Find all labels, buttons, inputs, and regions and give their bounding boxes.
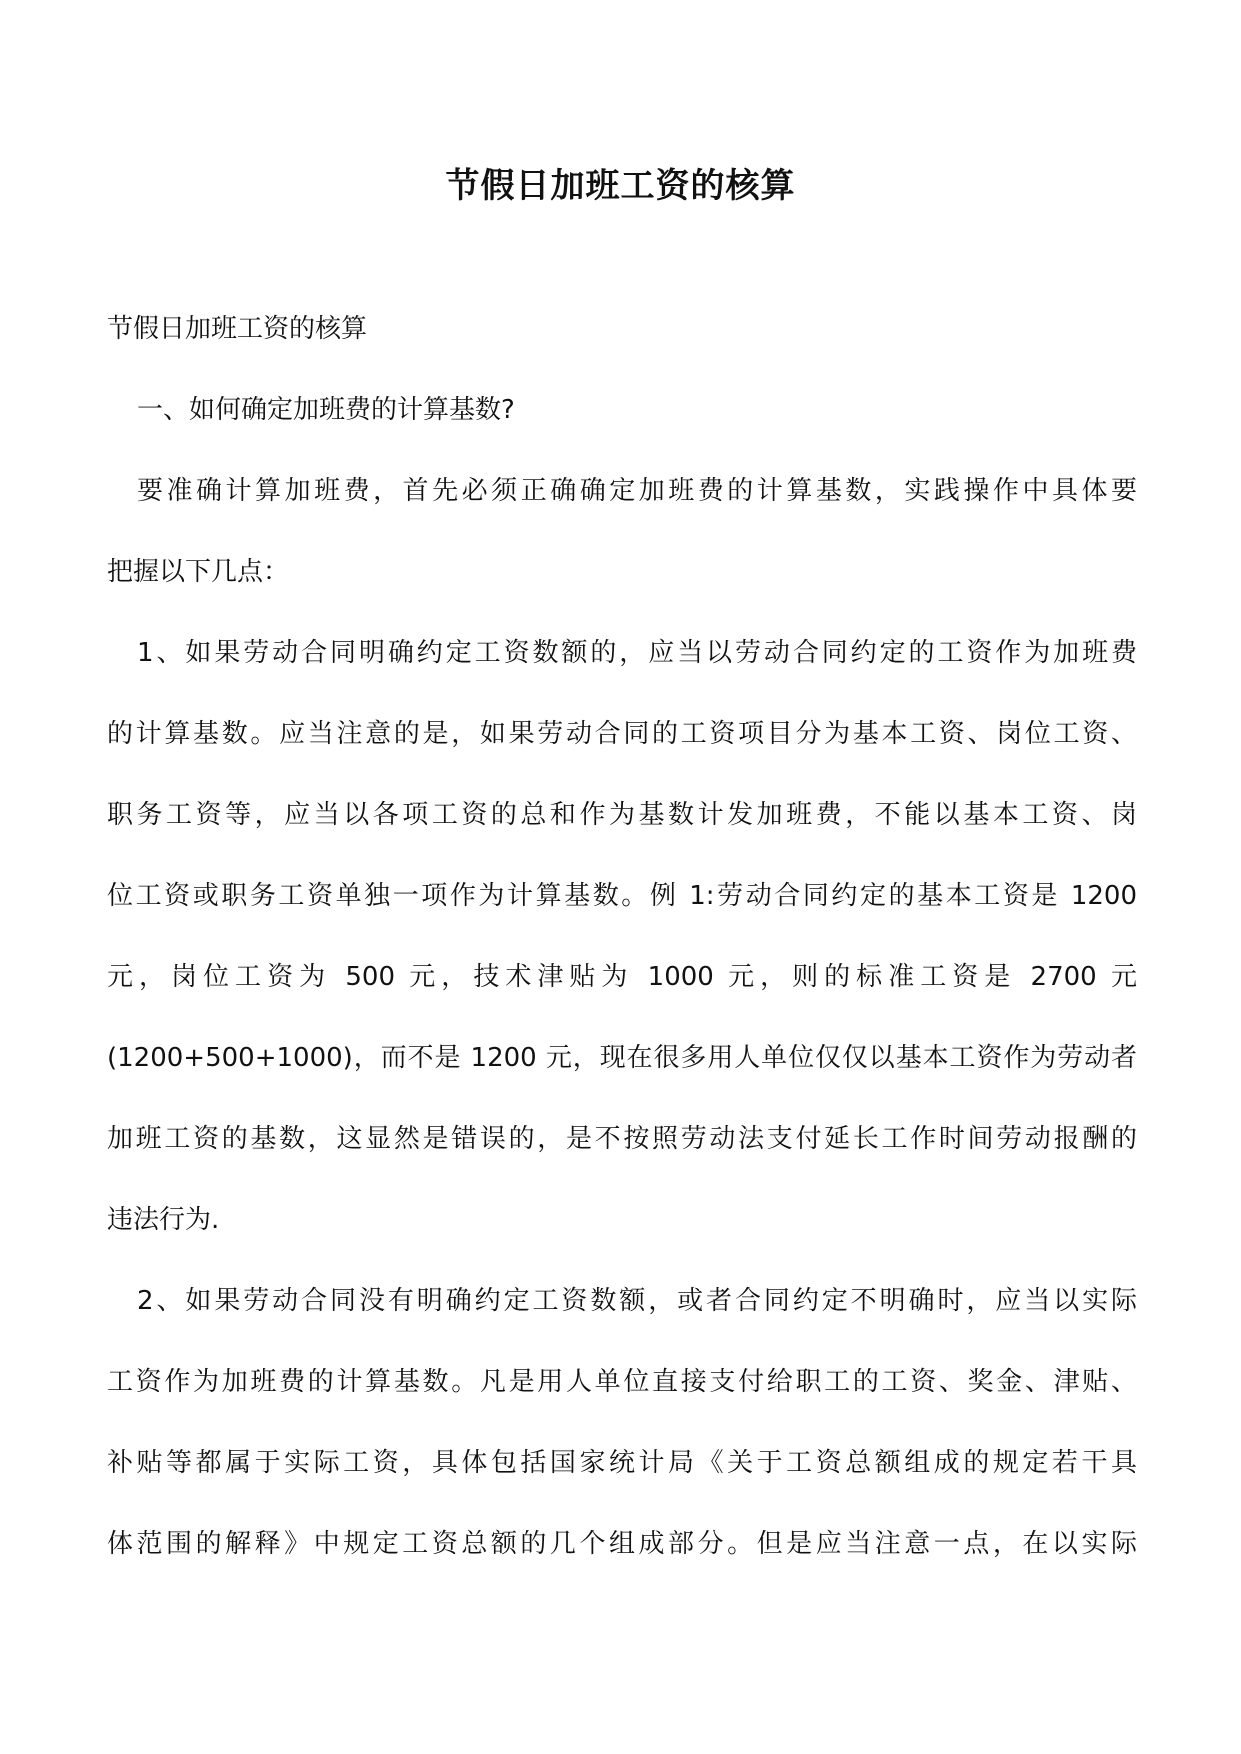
paragraph-line: 1、如果劳动合同明确约定工资数额的，应当以劳动合同约定的工资作为加班费 xyxy=(137,638,1137,668)
paragraph-line: 补贴等都属于实际工资，具体包括国家统计局《关于工资总额组成的规定若干具 xyxy=(107,1448,1137,1478)
paragraph-line: 加班工资的基数，这显然是错误的，是不按照劳动法支付延长工作时间劳动报酬的 xyxy=(107,1124,1137,1154)
document-subtitle: 节假日加班工资的核算 xyxy=(107,314,368,344)
paragraph-line: 把握以下几点： xyxy=(107,557,290,587)
paragraph-line: 元，岗位工资为 500 元，技术津贴为 1000 元，则的标准工资是 2700 元 xyxy=(107,962,1137,992)
document-title: 节假日加班工资的核算 xyxy=(445,166,796,206)
paragraph-line: 的计算基数。应当注意的是，如果劳动合同的工资项目分为基本工资、岗位工资、 xyxy=(107,719,1137,749)
paragraph-line: 工资作为加班费的计算基数。凡是用人单位直接支付给职工的工资、奖金、津贴、 xyxy=(107,1367,1137,1397)
section-heading: 一、如何确定加班费的计算基数? xyxy=(137,395,515,425)
paragraph-line: 体范围的解释》中规定工资总额的几个组成部分。但是应当注意一点，在以实际 xyxy=(107,1529,1137,1559)
paragraph-line: 要准确计算加班费，首先必须正确确定加班费的计算基数，实践操作中具体要 xyxy=(137,476,1137,506)
document-body xyxy=(107,289,1137,1585)
paragraph-line: 职务工资等，应当以各项工资的总和作为基数计发加班费，不能以基本工资、岗 xyxy=(107,800,1137,830)
paragraph-line: (1200+500+1000)，而不是 1200 元，现在很多用人单位仅仅以基本工资作为劳动者 xyxy=(107,1043,1137,1073)
paragraph-line: 违法行为. xyxy=(107,1205,220,1235)
paragraph-line: 位工资或职务工资单独一项作为计算基数。例 1:劳动合同约定的基本工资是 1200 xyxy=(107,881,1137,911)
paragraph-line: 2、如果劳动合同没有明确约定工资数额，或者合同约定不明确时，应当以实际 xyxy=(137,1286,1137,1316)
